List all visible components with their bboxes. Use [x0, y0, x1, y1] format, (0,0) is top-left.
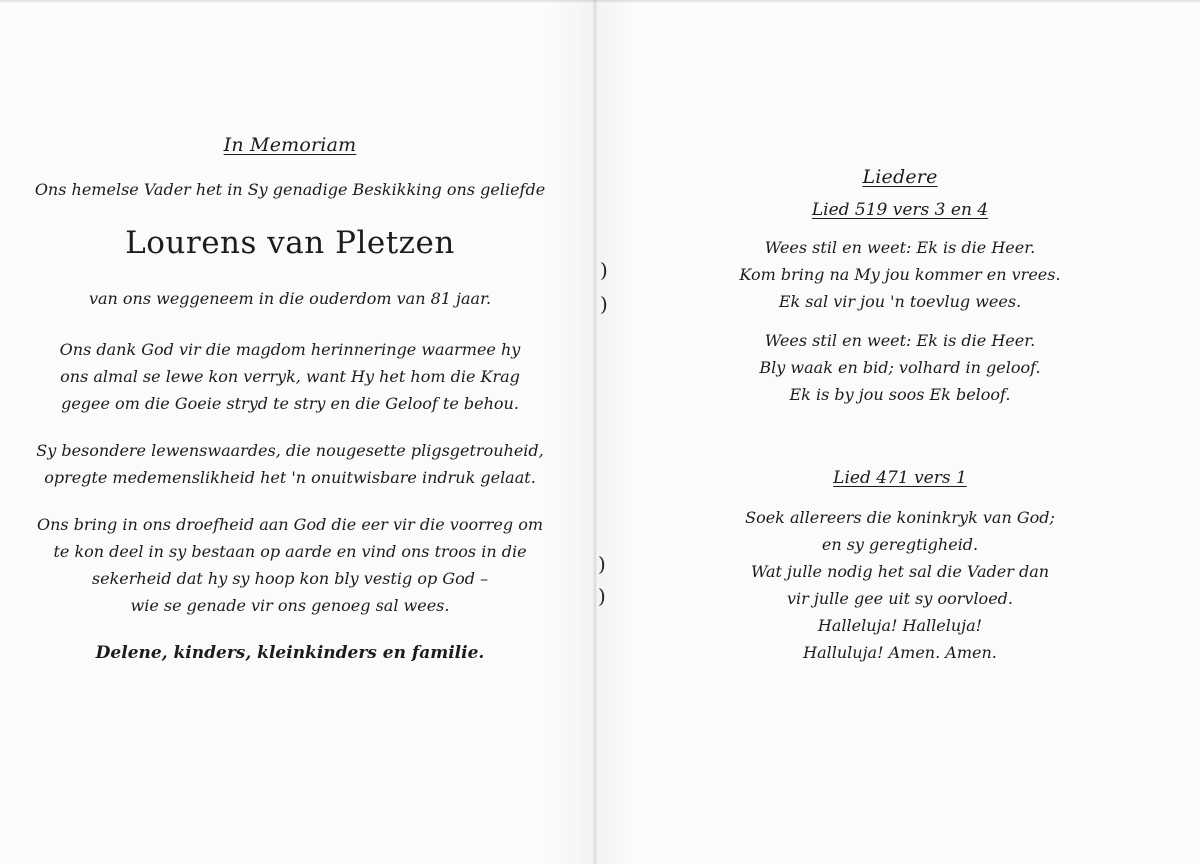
verse-line: en sy geregtigheid.: [821, 535, 979, 554]
paragraph-line: gegee om die Goeie stryd te stry en die Geloof te behou.: [61, 394, 519, 413]
memoriam-heading: In Memoriam: [223, 134, 357, 156]
page-fold: [593, 0, 597, 864]
verse-line: Wees stil en weet: Ek is die Heer.: [764, 331, 1036, 350]
paragraph-line: opregte medemenslikheid het 'n onuitwisbare indruk gelaat.: [44, 468, 536, 487]
binding-mark: ): [598, 552, 606, 576]
hymns-section: [694, 166, 1106, 666]
intro-line: Ons hemelse Vader het in Sy genadige Beskikking ons geliefde: [34, 180, 546, 199]
verse-line: vir julle gee uit sy oorvloed.: [787, 589, 1013, 608]
paragraph-line: Sy besondere lewenswaardes, die nougesette pligsgetrouheid,: [36, 441, 544, 460]
verse-line: Wat julle nodig het sal die Vader dan: [750, 562, 1050, 581]
memoriam-section: [20, 134, 560, 663]
binding-mark: ): [600, 292, 608, 316]
paragraph-line: wie se genade vir ons genoeg sal wees.: [130, 596, 450, 615]
deceased-name: Lourens van Pletzen: [125, 225, 455, 261]
paragraph-gratitude: [20, 336, 560, 417]
verse-line: Bly waak en bid; volhard in geloof.: [759, 358, 1041, 377]
binding-mark: ): [598, 584, 606, 608]
paragraph-comfort: [20, 511, 560, 619]
hymns-heading: Liedere: [862, 166, 938, 188]
verse-line: Wees stil en weet: Ek is die Heer.: [764, 238, 1036, 257]
paragraph-line: te kon deel in sy bestaan op aarde en vind ons troos in die: [53, 542, 527, 561]
song2-verse: [694, 504, 1106, 666]
age-line: van ons weggeneem in die ouderdom van 81 jaar.: [88, 289, 492, 308]
paragraph-line: Ons bring in ons droefheid aan God die eer vir die voorreg om: [36, 515, 544, 534]
song1-verse2: [694, 327, 1106, 408]
binding-mark: ): [600, 258, 608, 282]
verse-line: Soek allereers die koninkryk van God;: [745, 508, 1055, 527]
song1-title: Lied 519 vers 3 en 4: [811, 200, 989, 220]
family-signature: Delene, kinders, kleinkinders en familie.: [95, 643, 485, 663]
song1-verse1: [694, 234, 1106, 315]
top-edge-shadow: [0, 0, 1200, 3]
song2-title: Lied 471 vers 1: [833, 468, 967, 488]
paragraph-line: Ons dank God vir die magdom herinneringe waarmee hy: [59, 340, 521, 359]
verse-line: Kom bring na My jou kommer en vrees.: [739, 265, 1061, 284]
verse-line: Ek is by jou soos Ek beloof.: [789, 385, 1011, 404]
paragraph-line: sekerheid dat hy sy hoop kon bly vestig op God –: [91, 569, 489, 588]
paragraph-line: ons almal se lewe kon verryk, want Hy het hom die Krag: [60, 367, 520, 386]
verse-line: Halleluja! Halleluja!: [817, 616, 983, 635]
verse-line: Ek sal vir jou 'n toevlug wees.: [778, 292, 1022, 311]
verse-line: Halluluja! Amen. Amen.: [803, 643, 997, 662]
paragraph-values: [20, 437, 560, 491]
